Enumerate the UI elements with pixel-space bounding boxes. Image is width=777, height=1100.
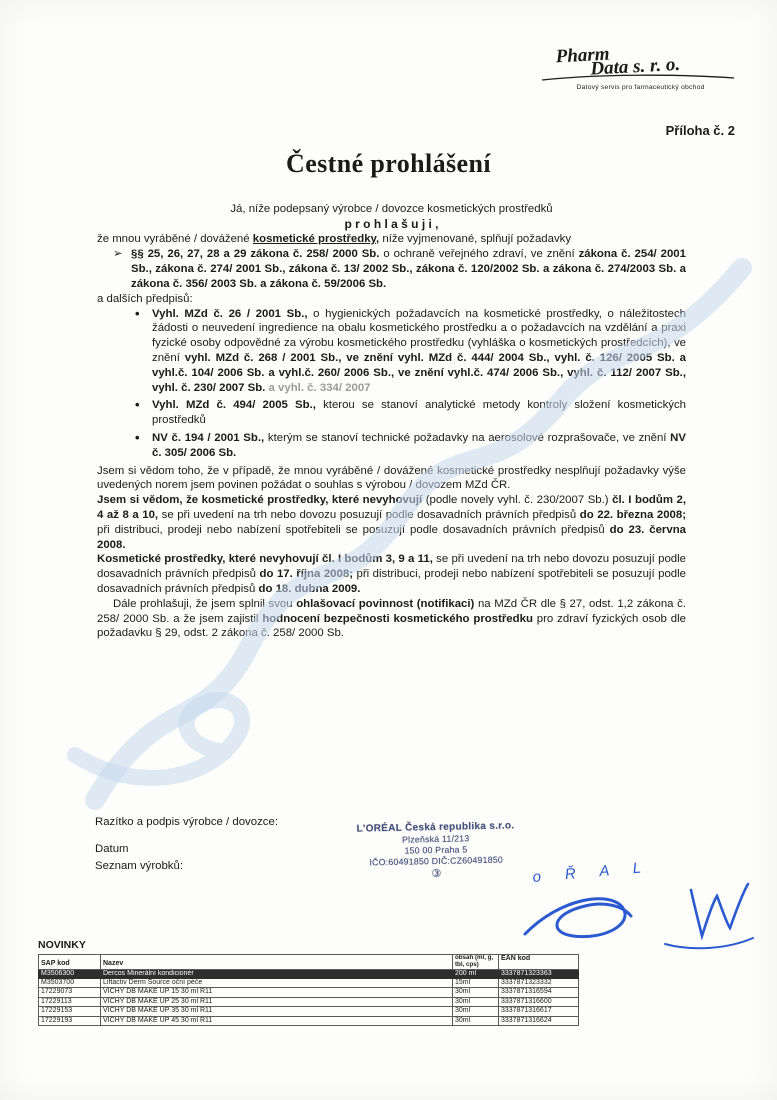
stamp-street: Plzeňská 11/213 [401,833,470,845]
stamp-signature-label: Razítko a podpis výrobce / dovozce: [95,816,278,828]
text-segment: níže vyjmenované, splňují požadavky [379,232,572,245]
date-label: Datum [95,843,129,855]
cell-nazev: Dercos Minerální kondicionér [101,969,453,978]
product-row [39,1007,579,1016]
law-list-text [131,247,686,291]
text-segment: NV č. 305/ 2006 Sb. [152,431,686,459]
text-segment: Dále prohlašuji, že jsem splnil svou [113,597,297,610]
text-segment: Jsem si vědom, že kosmetické prostředky, které nevyhovují [97,494,423,507]
cell-sap: 17229193 [39,1016,101,1025]
dot-bullet-icon: • [135,305,140,321]
cell-sap: 17229153 [39,1007,101,1016]
signature-text: o Ř A L [531,858,652,886]
text-segment: při distribuci, prodeji nebo nabízení spotřebiteli se posuzují podle dosavadních právních předpisů [97,568,686,595]
handwritten-signature [505,856,770,968]
decree-text-1 [152,307,686,396]
paragraph-awareness [97,464,686,494]
novinky-label: NOVINKY [38,939,86,951]
cell-ean: 3337871323363 [499,969,579,978]
cell-sap: 17229073 [39,988,101,997]
cell-sap: M3506300 [39,969,101,978]
cell-ean: 3337871316617 [499,1007,579,1016]
products-section [38,939,579,1026]
text-segment: vyhl. MZd č. 268 / 2001 Sb., ve znění vyhl. MZd č. 444/ 2004 Sb., vyhl. č. 126/ 2005 Sb. a vyhl.č. 104/ 2006 Sb. a vyhl.č. 260/ 2006 Sb., ve znění vyhl.č. 474/ 2006 Sb., vyhl. č. 112/ 2007 Sb., vyhl. č. 230/ 2007 Sb. [152,351,686,394]
text-segment: zákona č. 254/ 2001 Sb., zákona č. 274/ 2001 Sb., zákona č. 13/ 2002 Sb., zákona č. 120/2002 Sb. a zákona č. 274/2003 Sb. a zákona č. 356/ 2003 Sb. a zákona č. 59/2006 Sb. [131,248,686,290]
arrow-bullet-icon: ➢ [113,248,123,261]
text-segment: že mnou vyráběné / dovážené [97,232,253,245]
text-segment: čl. I bodům 2, 4 až 8 a 10, [97,494,686,521]
cell-sap: 17229113 [39,997,101,1006]
text-segment: §§ 25, 26, 27, 28 a 29 zákona č. 258/ 2000 Sb. [131,248,380,261]
col-header-obsah: obsah (ml, g, tbl, cps) [453,955,499,970]
cell-obsah: 15ml [453,979,499,988]
cell-ean: 3337871316624 [499,1016,579,1025]
text-segment: do 17. října 2008; [259,568,353,581]
products-header-row [39,955,579,970]
product-row [39,979,579,988]
text-segment: Vyhl. MZd č. 26 / 2001 Sb., [152,307,308,320]
text-segment: (podle novely vyhl. č. 230/2007 Sb.) [422,494,613,507]
decree-list-item [97,431,686,461]
logo-text-pharm: Pharm [555,43,611,68]
cell-nazev: VICHY DB MAKE UP 45 30 ml R11 [101,1016,453,1025]
product-row [39,1016,579,1025]
stamp-number-circle: ③ [431,867,442,881]
text-segment: se při uvedení na trh nebo dovozu posuzují podle dosavadních právních předpisů [158,508,580,521]
predpisy-label: a dalších předpisů: [97,292,193,305]
cell-nazev: Liftactiv Derm Source oční péče [101,979,453,988]
text-segment: do 23. června 2008. [97,523,686,551]
cell-ean: 3337871323332 [499,979,579,988]
text-segment: o ochraně veřejného zdraví, ve znění [379,248,579,261]
cell-obsah: 30ml [453,1007,499,1016]
logo-tagline: Datový servis pro farmaceutický obchod [576,84,705,91]
cell-nazev: VICHY DB MAKE UP 25 30 ml R11 [101,997,453,1006]
text-segment: Kosmetické prostředky, které nevyhovují čl. I bodům 3, 9 a 11, [97,553,433,566]
requirements-line [97,232,686,247]
text-segment: o hygienických požadavcích na kosmetické prostředky, o náležitostech žádosti o neuvedení ingredience na obalu kosmetického prostředku a o požadavcích na vzdělání a praxi fyzické osoby odpovědné za výrobu kosmetického prostředku (vyhláška o kosmetických prostředcích), ve znění [152,307,687,364]
decree-text-2 [152,398,686,428]
document-title: Čestné prohlášení [286,149,491,178]
intro-line: Já, níže podepsaný výrobce / dovozce kosmetických prostředků [230,203,553,215]
product-row [39,988,579,997]
col-header-ean: EAN kod [499,955,579,970]
text-segment: vyhl. č. 334/ 2007 [278,381,371,394]
stamp-city: 150 00 Praha 5 [404,844,468,856]
paragraph-noncompliant-1 [97,493,686,552]
text-segment: pro zdraví fyzických osob dle požadavku § 29, odst. 2 zákona č. 258/ 2000 Sb. [97,612,686,640]
decree-text-3 [152,431,686,461]
product-row [39,969,579,978]
text-segment: ohlašovací povinnost (notifikaci) [296,597,475,610]
stamp-ico-dic: IČO:60491850 DIČ:CZ60491850 [369,854,504,868]
col-header-nazev: Nazev [101,955,453,970]
pharmdata-logo [538,44,743,91]
paragraph-noncompliant-2 [97,552,686,596]
cell-nazev: VICHY DB MAKE UP 15 30 ml R11 [101,988,453,997]
text-segment: kterou se stanoví analytické metody kontroly složení kosmetických prostředků [152,399,686,427]
dot-bullet-icon: • [135,429,140,445]
cell-ean: 3337871316600 [499,997,579,1006]
paragraph-notification [97,597,686,641]
text-segment: a [265,381,279,394]
text-segment: hodnocení bezpečnosti kosmetického prostředku [262,612,533,625]
products-table [38,954,579,1026]
text-segment: kterým se stanoví technické požadavky na aerosolové rozprašovače, ve znění [264,431,671,444]
col-header-sap: SAP kod [39,955,101,970]
text-segment: do 22. března 2008; [579,508,687,521]
body-text [97,202,686,641]
cell-obsah: 30ml [453,997,499,1006]
logo-text-data: Data s. r. o. [589,53,681,80]
text-segment: Jsem si vědom toho, že v případě, že mnou vyráběné / dovážené kosmetické prostředky nesplňují požadavky výše uvedených norem jsem povinen požádat o souhlas s výrobou / dovozem MZd ČR. [97,464,686,492]
cell-obsah: 30ml [453,1016,499,1025]
text-segment: kosmetické prostředky, [252,232,380,245]
dot-bullet-icon: • [135,397,140,413]
cell-obsah: 30ml [453,988,499,997]
cell-obsah: 200 ml [453,969,499,978]
text-segment: se při uvedení na trh nebo dovozu posuzují podle dosavadních právních předpisů [97,553,686,581]
product-list-label: Seznam výrobků: [95,860,183,872]
text-segment: při distribuci, prodeji nebo nabízení spotřebiteli se posuzují podle dosavadních právních předpisů [97,523,610,536]
cell-sap: M3503700 [39,979,101,988]
cell-ean: 3337871316594 [499,988,579,997]
decree-list-item [97,307,686,396]
declaration-word: p r o h l a š u j i , [344,216,439,231]
stamp-company-name: L'ORÉAL Česká republika s.r.o. [356,820,515,835]
cell-nazev: VICHY DB MAKE UP 35 30 ml R11 [101,1007,453,1016]
text-segment: na MZd ČR dle § 27, odst. 1,2 zákona č. 258/ 2000 Sb. a že jsem zajistil [97,597,686,625]
text-segment: do 18. dubna 2009. [258,582,361,595]
product-row [39,997,579,1006]
decree-list-item [97,398,686,428]
law-list-item [97,247,686,291]
text-segment: NV č. 194 / 2001 Sb., [152,431,265,444]
text-segment: Vyhl. MZd č. 494/ 2005 Sb., [152,399,316,412]
attachment-label: Příloha č. 2 [665,123,735,138]
